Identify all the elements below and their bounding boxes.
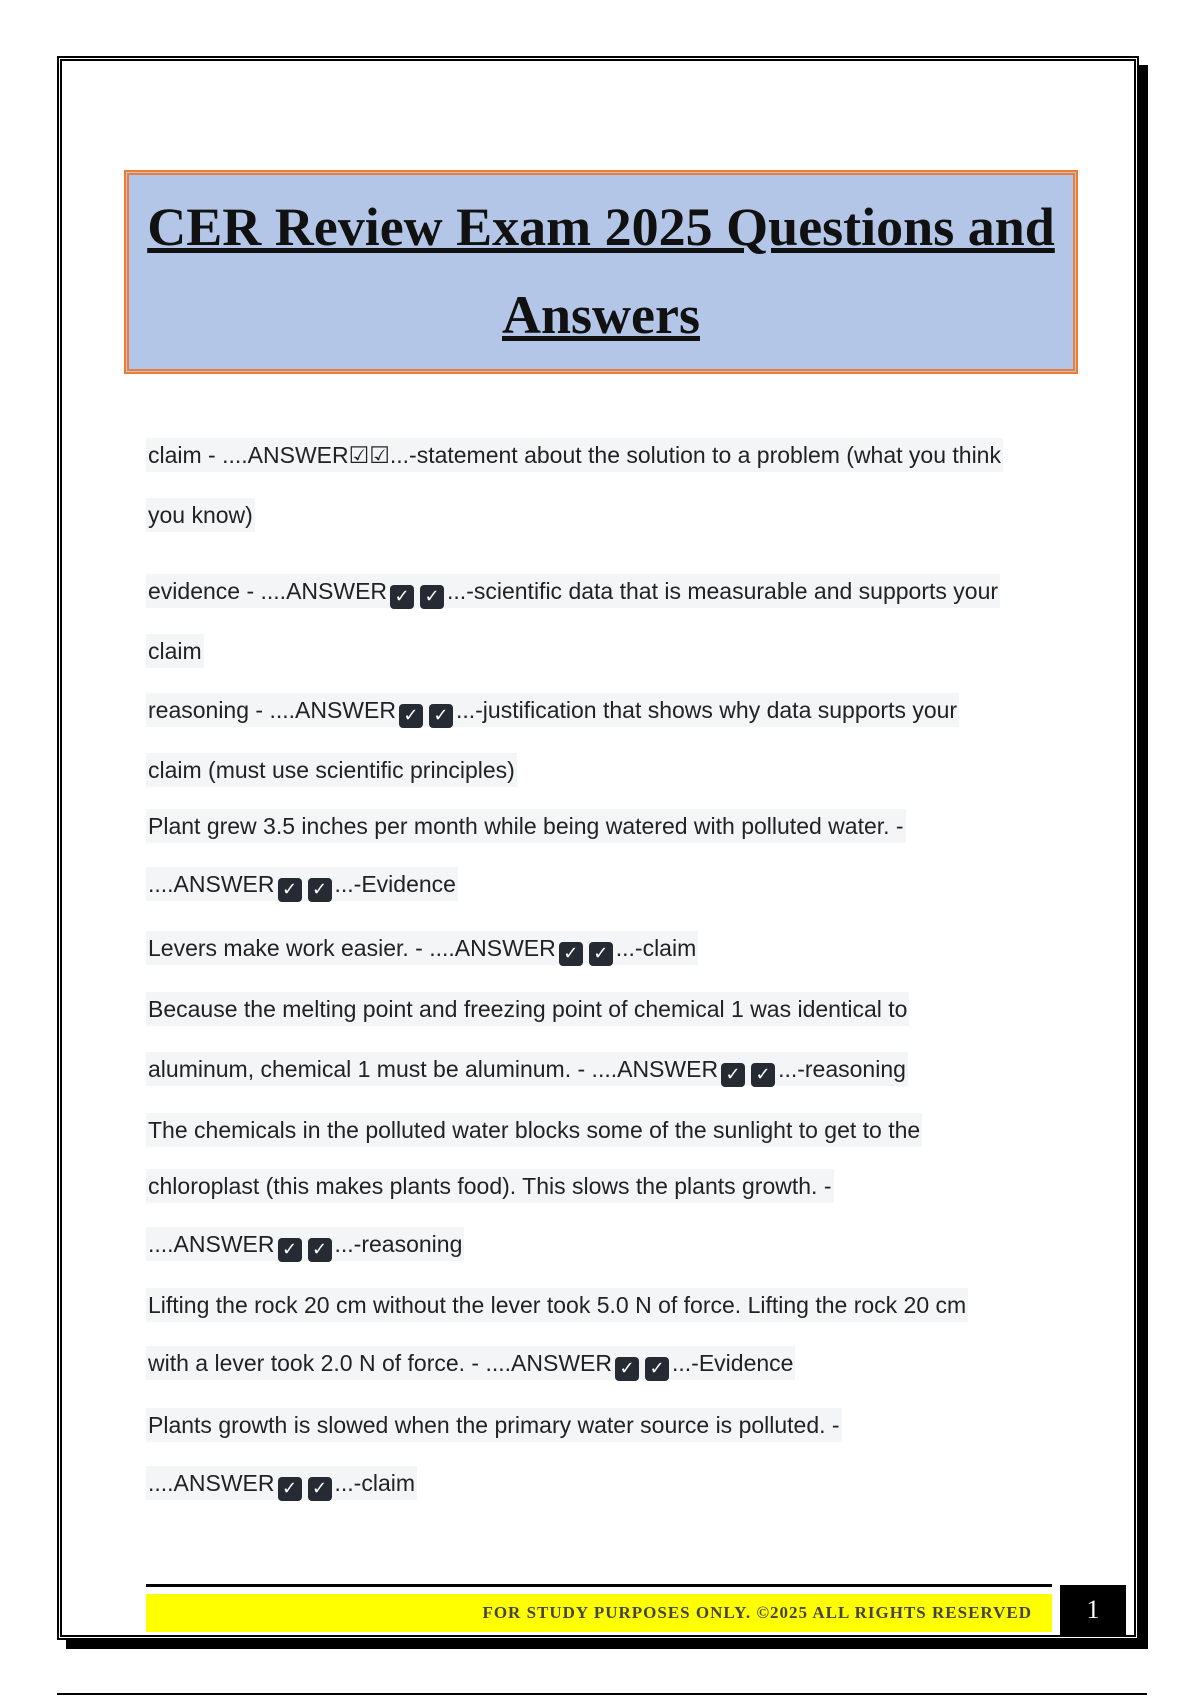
qa-line-text	[146, 438, 1003, 472]
checkbox-checked-icon: ✓	[645, 1357, 669, 1381]
qa-line	[146, 753, 517, 787]
qa-text-segment: ...-reasoning	[334, 1231, 463, 1257]
checkbox-checked-icon: ✓	[308, 1238, 332, 1262]
qa-text-segment: claim	[148, 638, 202, 664]
qa-text-segment: ...-reasoning	[778, 1056, 906, 1082]
qa-line-text	[146, 1346, 795, 1380]
qa-text-segment: you know)	[148, 502, 253, 528]
qa-line-text	[146, 1052, 908, 1086]
qa-text-segment: ....ANSWER	[148, 1470, 275, 1496]
footer-divider	[146, 1584, 1052, 1587]
qa-line-text	[146, 1227, 464, 1261]
qa-line-text	[146, 867, 458, 901]
qa-text-segment: chloroplast (this makes plants food). This slows the plants growth. -	[148, 1173, 832, 1199]
checkbox-checked-icon: ✓	[615, 1357, 639, 1381]
qa-line-text	[146, 992, 909, 1026]
qa-text-segment: The chemicals in the polluted water blocks some of the sunlight to get to the	[148, 1117, 921, 1143]
qa-line-text	[146, 1169, 834, 1203]
qa-text-segment: aluminum, chemical 1 must be aluminum. - ....ANSWER	[148, 1056, 719, 1082]
checkbox-checked-icon: ✓	[278, 1238, 302, 1262]
checkbox-checked-icon: ✓	[278, 1477, 302, 1501]
qa-line	[146, 438, 1003, 472]
qa-text-segment: Plant grew 3.5 inches per month while being watered with polluted water. -	[148, 813, 904, 839]
bottom-divider	[57, 1693, 1147, 1695]
qa-line-text	[146, 1466, 417, 1500]
qa-line	[146, 693, 959, 727]
qa-line-text	[146, 753, 517, 787]
checkbox-checked-icon: ✓	[308, 878, 332, 902]
qa-line-text	[146, 693, 959, 727]
qa-text-segment: Lifting the rock 20 cm without the lever took 5.0 N of force. Lifting the rock 20 cm	[148, 1292, 967, 1318]
qa-line	[146, 1113, 922, 1147]
qa-line	[146, 1227, 464, 1261]
qa-line	[146, 498, 255, 532]
qa-line-text	[146, 809, 906, 843]
qa-text-segment: ...-Evidence	[334, 871, 456, 897]
document-title-line-2: Answers	[502, 285, 700, 345]
qa-line	[146, 867, 458, 901]
qa-line-text	[146, 1408, 842, 1442]
qa-text-segment: Levers make work easier. - ....ANSWER	[148, 935, 556, 961]
qa-line	[146, 1288, 968, 1322]
checkbox-checked-icon: ✓	[721, 1063, 745, 1087]
checkbox-checked-icon: ✓	[308, 1477, 332, 1501]
footer-notice: FOR STUDY PURPOSES ONLY. ©2025 ALL RIGHTS RESERVED	[146, 1594, 1052, 1632]
qa-line-text	[146, 1288, 968, 1322]
qa-text-segment: claim (must use scientific principles)	[148, 757, 515, 783]
checkbox-checked-icon: ✓	[390, 585, 414, 609]
qa-line	[146, 931, 698, 965]
qa-line	[146, 992, 909, 1026]
checkbox-checked-icon: ✓	[399, 704, 423, 728]
qa-text-segment: ...-justification that shows why data supports your	[455, 697, 958, 723]
page-number: 1	[1060, 1585, 1126, 1635]
qa-text-segment: ...-scientific data that is measurable and supports your	[447, 578, 999, 604]
checkbox-checked-icon: ✓	[589, 942, 613, 966]
qa-line-text	[146, 498, 255, 532]
qa-text-segment: evidence - ....ANSWER	[148, 578, 388, 604]
title-banner	[124, 170, 1078, 374]
qa-text-segment: ...-Evidence	[672, 1350, 794, 1376]
qa-line-text	[146, 931, 698, 965]
qa-text-segment: Plants growth is slowed when the primary water source is polluted. -	[148, 1412, 840, 1438]
qa-line-text	[146, 574, 1000, 608]
qa-line	[146, 1466, 417, 1500]
qa-text-segment: Because the melting point and freezing point of chemical 1 was identical to	[148, 996, 908, 1022]
qa-line-text	[146, 634, 204, 668]
document-title-line-1: CER Review Exam 2025 Questions and	[147, 197, 1055, 257]
qa-text-segment: ....ANSWER	[148, 871, 275, 897]
qa-line	[146, 1052, 908, 1086]
qa-line-text	[146, 1113, 922, 1147]
qa-line	[146, 1169, 834, 1203]
checkbox-checked-icon: ✓	[559, 942, 583, 966]
qa-text-segment: reasoning - ....ANSWER	[148, 697, 396, 723]
qa-line	[146, 574, 1000, 608]
qa-text-segment: ...-claim	[615, 935, 697, 961]
checkbox-checked-icon: ✓	[429, 704, 453, 728]
qa-line	[146, 1408, 842, 1442]
qa-line	[146, 1346, 795, 1380]
qa-line	[146, 634, 204, 668]
qa-text-segment: ...-claim	[334, 1470, 416, 1496]
checkbox-checked-icon: ✓	[420, 585, 444, 609]
qa-line	[146, 809, 906, 843]
qa-text-segment: with a lever took 2.0 N of force. - ....ANSWER	[148, 1350, 612, 1376]
checkbox-checked-icon: ✓	[751, 1063, 775, 1087]
qa-text-segment: ....ANSWER	[148, 1231, 275, 1257]
checkbox-checked-icon: ✓	[278, 878, 302, 902]
qa-text-segment: claim - ....ANSWER☑☑...-statement about the solution to a problem (what you think	[148, 442, 1001, 468]
